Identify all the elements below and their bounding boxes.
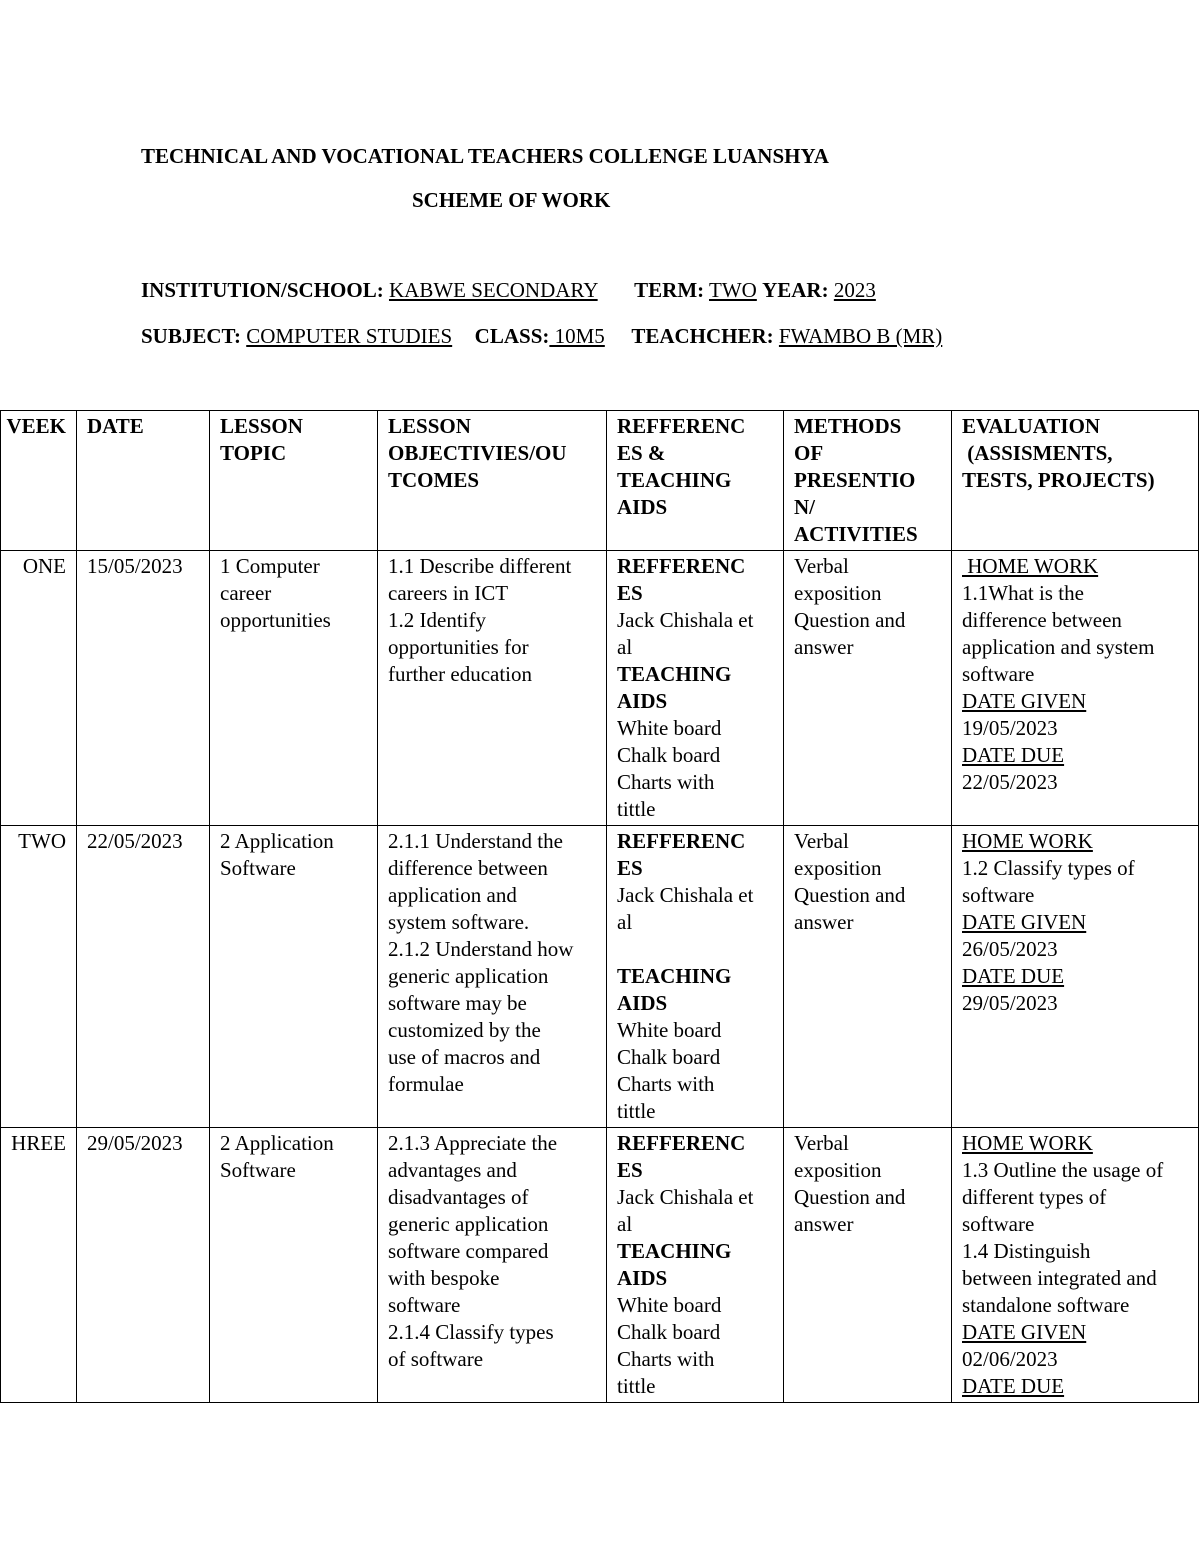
text-line: AIDS [617, 1266, 668, 1290]
homework-label: HOME WORK [962, 1131, 1093, 1155]
text-line: ES & [617, 441, 666, 465]
text-line: al [617, 635, 633, 659]
text-line: Software [220, 1158, 296, 1182]
text-line: use of macros and [388, 1045, 541, 1069]
cell-objectives [378, 1128, 607, 1403]
text-line: generic application [388, 1212, 549, 1236]
text-line: AIDS [617, 991, 668, 1015]
cell-evaluation [952, 1128, 1199, 1403]
header-topic [210, 411, 378, 551]
references-heading [617, 1130, 779, 1184]
text-line: Verbal [794, 554, 849, 578]
text-line: exposition [794, 1158, 882, 1182]
text-line: PRESENTIO [794, 468, 916, 492]
homework-questions [962, 855, 1194, 909]
teacher-label: TEACHCHER: [631, 324, 774, 348]
text-line: exposition [794, 856, 882, 880]
cell-date: 29/05/2023 [77, 1128, 210, 1403]
subject-label: SUBJECT: [141, 324, 241, 348]
homework-questions [962, 580, 1194, 688]
text-line: 2.1.4 Classify types [388, 1320, 554, 1344]
header-methods [784, 411, 952, 551]
teaching-aids-body [617, 1017, 779, 1125]
text-line: ES [617, 1158, 643, 1182]
text-line: software [962, 883, 1035, 907]
text-line: software [388, 1293, 461, 1317]
text-line: Chalk board [617, 1045, 721, 1069]
text-line: Chalk board [617, 1320, 721, 1344]
text-line: software [962, 1212, 1035, 1236]
text-line: White board [617, 1018, 722, 1042]
text-line: TEACHING [617, 1239, 732, 1263]
header-week: VEEK [1, 411, 77, 551]
text-line: Chalk board [617, 743, 721, 767]
class-value: 10M5 [549, 324, 605, 348]
header-references [607, 411, 784, 551]
text-line: TCOMES [388, 468, 480, 492]
text-line: 2.1.3 Appreciate the [388, 1131, 558, 1155]
text-line: 1.2 Classify types of [962, 856, 1135, 880]
text-line: Question and [794, 1185, 906, 1209]
teaching-aids-heading [617, 1238, 779, 1292]
subject-value: COMPUTER STUDIES [246, 324, 453, 348]
cell-methods [784, 826, 952, 1128]
text-line: TOPIC [220, 441, 287, 465]
text-line: careers in ICT [388, 581, 509, 605]
text-line: Jack Chishala et [617, 883, 754, 907]
text-line: between integrated and [962, 1266, 1157, 1290]
text-line: software [962, 662, 1035, 686]
teaching-aids-body [617, 1292, 779, 1400]
cell-week: ONE [1, 551, 77, 826]
cell-topic [210, 551, 378, 826]
text-line [617, 936, 779, 963]
teaching-aids-heading [617, 963, 779, 1017]
date-given-label: DATE GIVEN [962, 689, 1087, 713]
text-line: generic application [388, 964, 549, 988]
text-line: LESSON [220, 414, 303, 438]
text-line: TESTS, PROJECTS) [962, 468, 1155, 492]
text-line: LESSON [388, 414, 471, 438]
text-line: opportunities for [388, 635, 529, 659]
text-line: REFFERENC [617, 554, 746, 578]
text-line: TEACHING [617, 662, 732, 686]
text-line: 1 Computer [220, 554, 320, 578]
text-line: tittle [617, 1374, 656, 1398]
text-line: Charts with [617, 1072, 715, 1096]
header-date: DATE [77, 411, 210, 551]
date-due-label: DATE DUE [962, 964, 1065, 988]
text-line: AIDS [617, 495, 668, 519]
text-line: software compared [388, 1239, 549, 1263]
text-line: ES [617, 856, 643, 880]
text-line: system software. [388, 910, 530, 934]
teaching-aids-heading [617, 661, 779, 715]
text-line: application and [388, 883, 517, 907]
cell-references [607, 1128, 784, 1403]
cell-methods [784, 551, 952, 826]
college-title: TECHNICAL AND VOCATIONAL TEACHERS COLLENGE LUANSHYA [141, 144, 829, 168]
cell-date: 22/05/2023 [77, 826, 210, 1128]
text-line: tittle [617, 797, 656, 821]
text-line: Verbal [794, 829, 849, 853]
text-line: standalone software [962, 1293, 1130, 1317]
info-row-subject [141, 324, 942, 349]
institution-label: INSTITUTION/SCHOOL: [141, 278, 384, 302]
text-line: exposition [794, 581, 882, 605]
cell-references [607, 551, 784, 826]
text-line: EVALUATION [962, 414, 1101, 438]
text-line: al [617, 910, 633, 934]
cell-objectives [378, 551, 607, 826]
text-line: 1.3 Outline the usage of [962, 1158, 1164, 1182]
cell-week: HREE [1, 1128, 77, 1403]
text-line: White board [617, 716, 722, 740]
year-value: 2023 [833, 278, 876, 302]
text-line: N/ [794, 495, 815, 519]
text-line: Jack Chishala et [617, 608, 754, 632]
cell-topic [210, 1128, 378, 1403]
header-evaluation [952, 411, 1199, 551]
table-row [1, 1128, 1199, 1403]
institution-value: KABWE SECONDARY [388, 278, 598, 302]
text-line: with bespoke [388, 1266, 500, 1290]
text-line: opportunities [220, 608, 331, 632]
text-line: different types of [962, 1185, 1107, 1209]
cell-references [607, 826, 784, 1128]
class-label: CLASS: [474, 324, 550, 348]
cell-topic [210, 826, 378, 1128]
text-line: answer [794, 910, 854, 934]
references-body [617, 607, 779, 661]
homework-questions [962, 1157, 1194, 1319]
cell-objectives [378, 826, 607, 1128]
text-line: ES [617, 581, 643, 605]
text-line: application and system [962, 635, 1155, 659]
text-line: software may be [388, 991, 527, 1015]
table-row [1, 826, 1199, 1128]
text-line: Software [220, 856, 296, 880]
text-line: Verbal [794, 1131, 849, 1155]
cell-week: TWO [1, 826, 77, 1128]
scheme-table [0, 410, 1199, 1403]
text-line: advantages and [388, 1158, 517, 1182]
term-value: TWO [709, 278, 757, 302]
text-line: Question and [794, 883, 906, 907]
text-line: Charts with [617, 770, 715, 794]
table-header-row [1, 411, 1199, 551]
text-line: further education [388, 662, 533, 686]
text-line: OBJECTIVIES/OU [388, 441, 567, 465]
text-line: Jack Chishala et [617, 1185, 754, 1209]
cell-date: 15/05/2023 [77, 551, 210, 826]
cell-evaluation [952, 826, 1199, 1128]
text-line: 1.4 Distinguish [962, 1239, 1091, 1263]
table-row [1, 551, 1199, 826]
header-objectives [378, 411, 607, 551]
year-label: YEAR: [762, 278, 829, 302]
text-line: Charts with [617, 1347, 715, 1371]
text-line: difference between [962, 608, 1122, 632]
text-line: 2 Application [220, 1131, 334, 1155]
text-line: 2.1.1 Understand the [388, 829, 563, 853]
text-line: METHODS [794, 414, 902, 438]
text-line: answer [794, 1212, 854, 1236]
text-line: career [220, 581, 272, 605]
date-given-value: 26/05/2023 [962, 937, 1058, 961]
text-line: REFFERENC [617, 414, 746, 438]
date-given-value: 02/06/2023 [962, 1347, 1058, 1371]
date-due-label: DATE DUE [962, 1374, 1065, 1398]
date-due-value: 29/05/2023 [962, 991, 1058, 1015]
teaching-aids-body [617, 715, 779, 823]
scheme-title: SCHEME OF WORK [412, 188, 611, 212]
text-line: al [617, 1212, 633, 1236]
term-label: TERM: [634, 278, 705, 302]
teacher-value: FWAMBO B (MR) [778, 324, 943, 348]
text-line: difference between [388, 856, 548, 880]
date-due-value: 22/05/2023 [962, 770, 1058, 794]
text-line: AIDS [617, 689, 668, 713]
text-line: TEACHING [617, 468, 732, 492]
info-row-institution [141, 278, 876, 303]
text-line: OF [794, 441, 824, 465]
text-line: formulae [388, 1072, 464, 1096]
homework-label: HOME WORK [962, 829, 1093, 853]
text-line: ACTIVITIES [794, 522, 918, 546]
references-heading [617, 828, 779, 882]
text-line: answer [794, 635, 854, 659]
date-due-label: DATE DUE [962, 743, 1065, 767]
text-line: customized by the [388, 1018, 541, 1042]
date-given-label: DATE GIVEN [962, 1320, 1087, 1344]
date-given-label: DATE GIVEN [962, 910, 1087, 934]
references-body [617, 882, 779, 963]
text-line: REFFERENC [617, 1131, 746, 1155]
text-line: Question and [794, 608, 906, 632]
date-given-value: 19/05/2023 [962, 716, 1058, 740]
text-line: 1.1What is the [962, 581, 1084, 605]
text-line: TEACHING [617, 964, 732, 988]
text-line: tittle [617, 1099, 656, 1123]
text-line: 2 Application [220, 829, 334, 853]
text-line: 1.1 Describe different [388, 554, 572, 578]
text-line: REFFERENC [617, 829, 746, 853]
cell-methods [784, 1128, 952, 1403]
cell-evaluation [952, 551, 1199, 826]
text-line: 1.2 Identify [388, 608, 486, 632]
text-line: of software [388, 1347, 484, 1371]
text-line: (ASSISMENTS, [962, 441, 1113, 465]
homework-label: HOME WORK [962, 554, 1099, 578]
text-line: 2.1.2 Understand how [388, 937, 574, 961]
text-line: White board [617, 1293, 722, 1317]
references-heading [617, 553, 779, 607]
references-body [617, 1184, 779, 1238]
text-line: disadvantages of [388, 1185, 529, 1209]
